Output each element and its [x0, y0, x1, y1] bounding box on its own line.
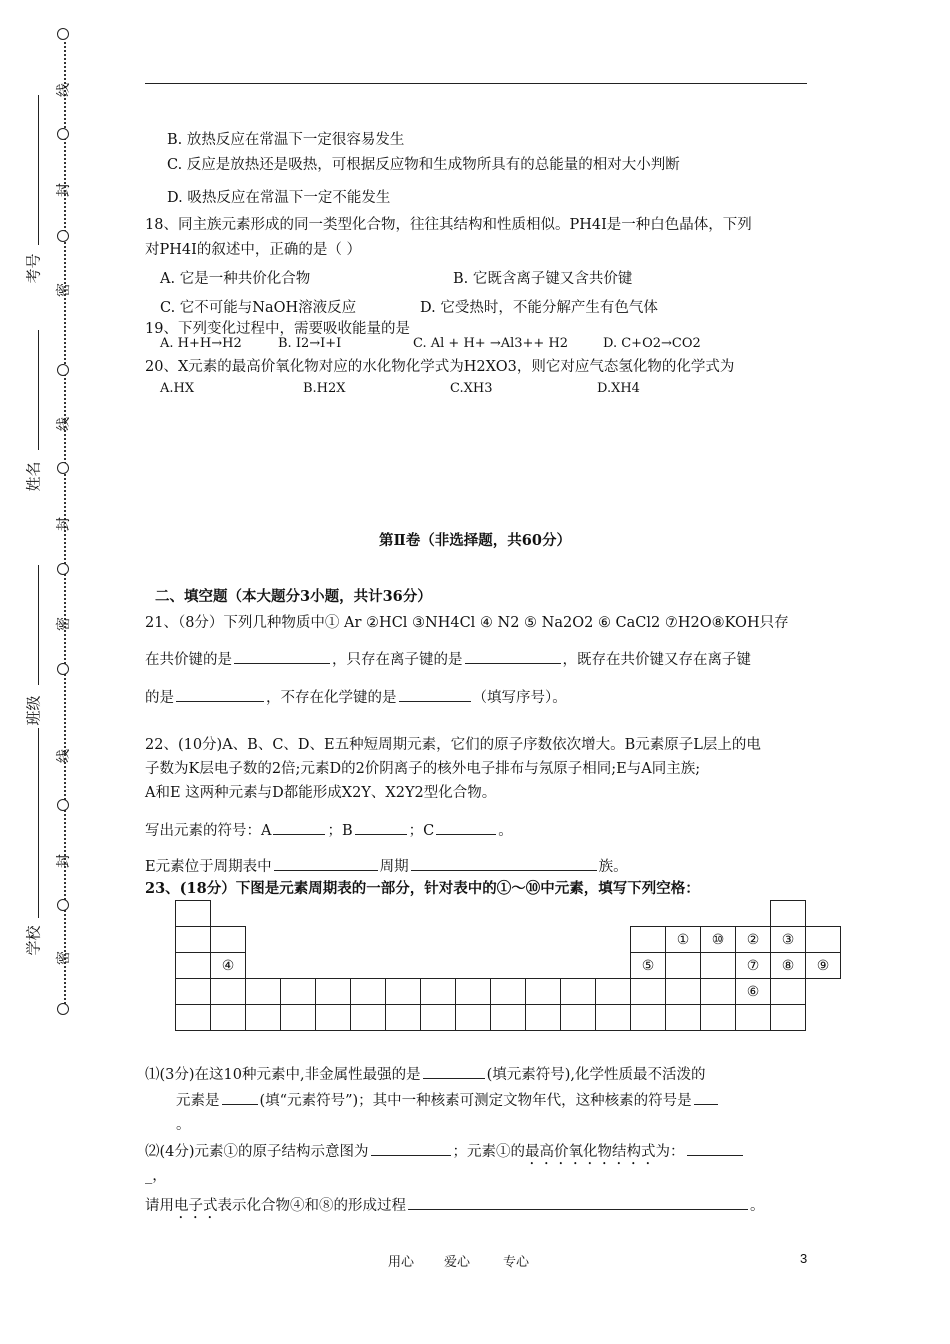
q20-option-b: B.H2X	[303, 381, 346, 396]
part2-title: 第Ⅱ卷（非选择题，共60分）	[379, 532, 571, 549]
q22-line3: A和E 这两种元素与D都能形成X2Y、X2Y2型化合物。	[145, 785, 497, 801]
pt-cell: ⑧	[771, 953, 806, 979]
q23-text: 请用	[145, 1198, 174, 1214]
q17-option-d: D. 吸热反应在常温下一定不能发生	[167, 190, 391, 206]
pt-cell	[806, 927, 841, 953]
q23-text: ⑴(3分)在这10种元素中,非金属性最强的是	[145, 1067, 421, 1083]
pt-cell: ⑤	[631, 953, 666, 979]
q22-text: ；B	[327, 823, 353, 839]
seal-char: 线	[56, 417, 72, 431]
answer-blank[interactable]	[408, 1195, 748, 1210]
seal-circle	[57, 230, 69, 242]
pt-cell: ⑦	[736, 953, 771, 979]
footer-motto: 用心	[388, 1255, 415, 1270]
seal-circle	[57, 462, 69, 474]
q19-option-c: C. Al + H+ →Al3++ H2	[413, 336, 569, 351]
answer-blank[interactable]	[694, 1090, 718, 1105]
q23-text: 元素是	[176, 1093, 220, 1109]
answer-blank[interactable]	[274, 856, 378, 871]
q23-p1-line1	[145, 1063, 706, 1084]
q18-option-d: D. 它受热时，不能分解产生有色气体	[420, 300, 658, 316]
answer-blank[interactable]	[436, 820, 496, 835]
pt-cell: ①	[666, 927, 701, 953]
q22-text: 族。	[598, 859, 628, 875]
pt-cell	[771, 901, 806, 927]
q21-text: 的是	[145, 690, 174, 706]
q21-line1: 21、（8分）下列几种物质中① Ar ②HCl ③NH4Cl ④ N2 ⑤ Na2O2 ⑥ CaCl2 ⑦H2O⑧KOH只存	[145, 615, 789, 631]
section2-title: 二、填空题（本大题分3小题，共计36分）	[155, 588, 432, 605]
banji-underline	[38, 565, 39, 685]
q18-option-a: A. 它是一种共价化合物	[160, 271, 311, 287]
q22-line2: 子数为K层电子数的2倍;元素D的2价阴离子的核外电子排布与氖原子相同;E与A同主族;	[145, 761, 701, 777]
seal-circle	[57, 128, 69, 140]
pt-cell	[666, 953, 701, 979]
q23-text: 。	[750, 1198, 765, 1214]
q23-text: 为：	[655, 1144, 685, 1160]
q23-title: 23、(18分）下图是元素周期表的一部分，针对表中的①～⑩中元素，填写下列空格：	[145, 880, 700, 897]
seal-circle	[57, 1003, 69, 1015]
seal-char: 封	[56, 183, 72, 197]
q21-text: （填写序号）。	[472, 690, 567, 706]
q19-option-b: B. I2→I+I	[278, 336, 342, 351]
kaohao-underline	[38, 95, 39, 245]
seal-char: 密	[56, 951, 72, 965]
q17-option-c: C. 反应是放热还是吸热，可根据反应物和生成物所具有的总能量的相对大小判断	[167, 157, 680, 173]
q23-text: (填元素符号),化学性质最不活泼的	[486, 1067, 706, 1083]
seal-circle	[57, 899, 69, 911]
q23-p1-line3: 。	[176, 1117, 191, 1133]
q22-line5	[145, 855, 628, 876]
q20-option-d: D.XH4	[597, 381, 640, 396]
q20-option-a: A.HX	[160, 381, 195, 396]
q20-option-c: C.XH3	[450, 381, 493, 396]
q23-text: ⑵(4分)元素①的原子结构示意图为	[145, 1144, 369, 1160]
q23-p2-line1	[145, 1140, 745, 1168]
q22-line1: 22、(10分)A、B、C、D、E五种短周期元素，它们的原子序数依次增大。B元素原子L层上的电	[145, 737, 761, 753]
q23-text: (填“元素符号”)；其中一种核素可测定文物年代，这种核素的符号是	[259, 1093, 692, 1109]
q20-stem: 20、X元素的最高价氧化物对应的水化物化学式为H2XO3，则它对应气态氢化物的化学式为	[145, 359, 735, 375]
q21-text: ，既存在共价键又存在离子键	[562, 652, 751, 668]
seal-circle	[57, 28, 69, 40]
q21-line2	[145, 648, 751, 669]
q22-line4	[145, 819, 513, 840]
seal-circle	[57, 663, 69, 675]
seal-char: 封	[56, 517, 72, 531]
q22-text: E元素位于周期表中	[145, 859, 272, 875]
seal-circle	[57, 799, 69, 811]
kaohao-label: 考号	[24, 253, 43, 284]
pt-cell	[176, 901, 211, 927]
xuexiao-underline	[38, 728, 39, 918]
answer-blank[interactable]	[355, 820, 407, 835]
pt-cell: ③	[771, 927, 806, 953]
q18-stem-line1: 18、同主族元素形成的同一类型化合物，往往其结构和性质相似。PH4I是一种白色晶体，下列	[145, 217, 752, 233]
answer-blank[interactable]	[273, 820, 325, 835]
q23-p2-line3	[145, 1194, 765, 1222]
answer-blank[interactable]	[234, 649, 330, 664]
q23-emphasis: 最高价氧化物结构式	[525, 1144, 656, 1160]
answer-blank[interactable]	[411, 856, 597, 871]
periodic-table	[175, 900, 841, 1031]
pt-cell: ②	[736, 927, 771, 953]
pt-cell	[176, 927, 211, 953]
q18-stem-line2: 对PH4I的叙述中，正确的是（ ）	[145, 242, 361, 258]
pt-cell: ⑨	[806, 953, 841, 979]
q22-text: 。	[498, 823, 513, 839]
pt-cell: ④	[211, 953, 246, 979]
pt-cell	[176, 953, 211, 979]
q18-option-b: B. 它既含离子键又含共价键	[453, 271, 633, 287]
pt-cell	[211, 927, 246, 953]
q23-text: 表示化合物④和⑧的形成过程	[217, 1198, 406, 1214]
answer-blank[interactable]	[371, 1141, 451, 1156]
q22-text: 写出元素的符号：A	[145, 823, 272, 839]
q22-text: ；C	[408, 823, 435, 839]
xingming-underline	[38, 330, 39, 450]
q21-text: ，不存在化学键的是	[266, 690, 397, 706]
pt-cell	[701, 953, 736, 979]
pt-cell: ⑩	[701, 927, 736, 953]
q19-option-d: D. C+O2→CO2	[603, 336, 701, 351]
q17-option-b: B. 放热反应在常温下一定很容易发生	[167, 132, 405, 148]
seal-char: 密	[56, 617, 72, 631]
seal-circle	[57, 563, 69, 575]
seal-char: 密	[56, 283, 72, 297]
q22-text: 周期	[379, 859, 409, 875]
q21-text: ，只存在离子键的是	[332, 652, 463, 668]
xingming-label: 姓名	[24, 461, 43, 492]
answer-blank[interactable]	[399, 687, 471, 702]
answer-blank[interactable]	[465, 649, 561, 664]
q18-option-c: C. 它不可能与NaOH溶液反应	[160, 300, 357, 316]
q19-stem: 19、下列变化过程中，需要吸收能量的是	[145, 321, 410, 337]
answer-blank[interactable]	[687, 1141, 743, 1156]
footer-motto: 专心	[503, 1255, 530, 1270]
q23-text: ；元素①的	[452, 1144, 526, 1160]
page-number: 3	[800, 1251, 808, 1266]
q23-p1-line2	[176, 1089, 720, 1110]
answer-blank[interactable]	[222, 1090, 258, 1105]
seal-circle	[57, 364, 69, 376]
answer-blank[interactable]	[423, 1064, 485, 1079]
q19-option-a: A. H+H→H2	[160, 336, 242, 351]
header-rule	[145, 83, 807, 84]
q21-text: 在共价键的是	[145, 652, 232, 668]
footer-motto: 爱心	[444, 1255, 471, 1270]
answer-blank[interactable]	[176, 687, 264, 702]
seal-char: 线	[56, 83, 72, 97]
q23-emphasis: 电子式	[174, 1198, 218, 1214]
xuexiao-label: 学校	[24, 925, 43, 956]
q21-line3	[145, 686, 567, 707]
seal-char: 封	[56, 854, 72, 868]
pt-cell: ⑥	[736, 979, 771, 1005]
pt-cell	[631, 927, 666, 953]
seal-char: 线	[56, 749, 72, 763]
q23-p2-line2: _，	[145, 1168, 167, 1184]
banji-label: 班级	[24, 695, 43, 726]
